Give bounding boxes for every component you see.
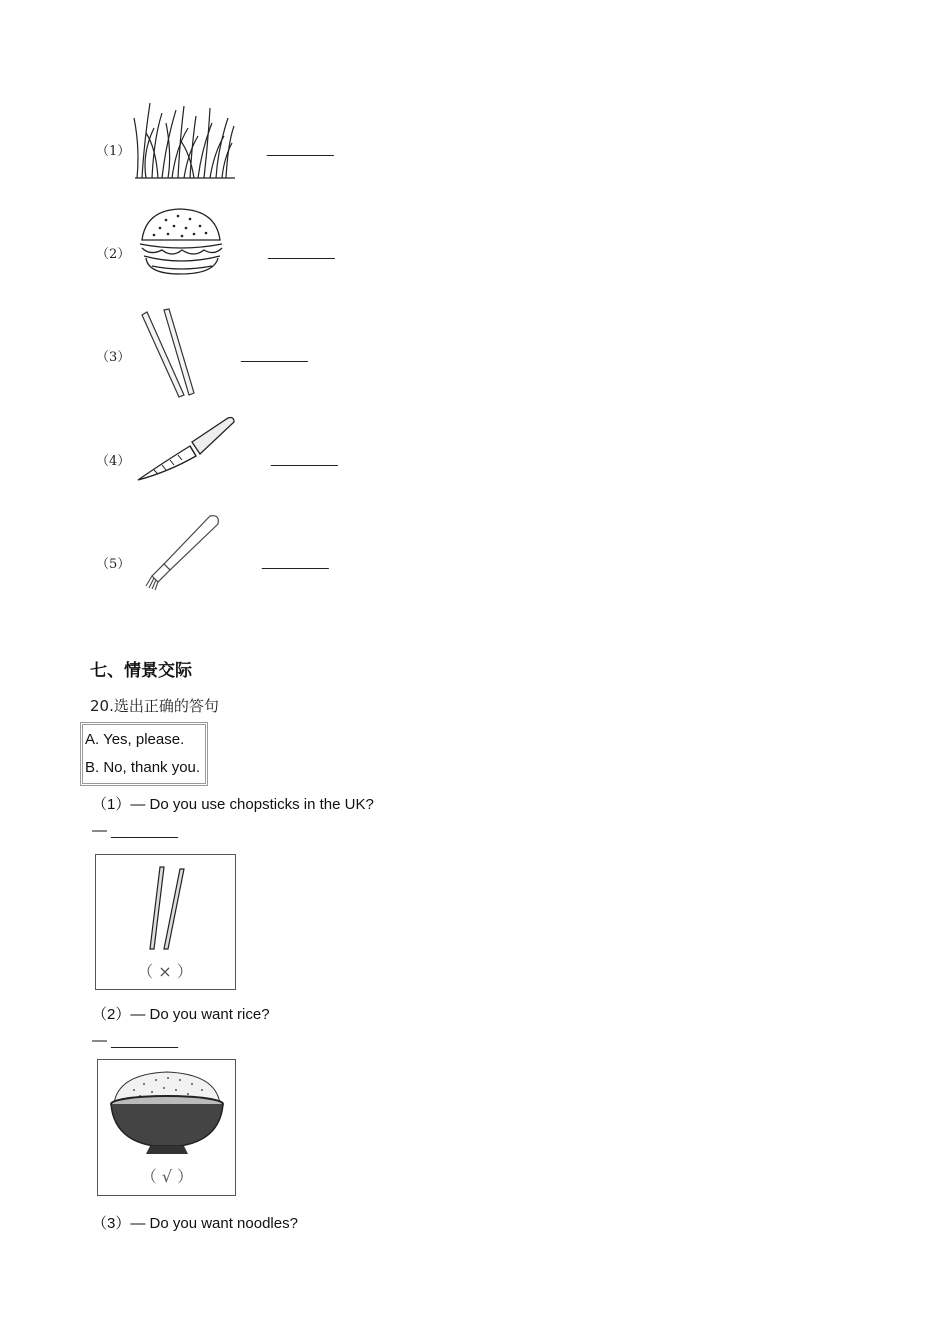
sub-question-2: （2）— Do you want rice? xyxy=(92,1006,270,1023)
item-5-blank[interactable]: ________ xyxy=(262,553,329,570)
sub-question-3: （3）— Do you want noodles? xyxy=(92,1215,298,1232)
item-5-number: （5） xyxy=(96,557,131,572)
sub-answer-2[interactable]: — ________ xyxy=(92,1032,178,1049)
item-2-blank[interactable]: ________ xyxy=(268,243,335,260)
chopsticks-no-card xyxy=(95,854,236,990)
rice-yes-card xyxy=(97,1059,236,1196)
item-2-number: （2） xyxy=(96,247,131,262)
item-1-number: （1） xyxy=(96,144,131,159)
grass-picture xyxy=(132,98,237,180)
item-4-number: （4） xyxy=(96,454,131,469)
item-3-number: （3） xyxy=(96,350,131,365)
option-a: A. Yes, please. xyxy=(85,731,185,748)
options-box xyxy=(80,722,208,786)
chopsticks-picture xyxy=(138,305,200,400)
check-mark: （ √ ） xyxy=(140,1167,194,1186)
item-1-blank[interactable]: ________ xyxy=(267,140,334,157)
sub-question-1: （1）— Do you use chopsticks in the UK? xyxy=(92,796,374,813)
hamburger-picture xyxy=(136,206,226,278)
item-3-blank[interactable]: ________ xyxy=(241,346,308,363)
knife-picture xyxy=(134,412,239,484)
chopsticks-card-icon xyxy=(146,865,194,953)
fork-picture xyxy=(140,512,225,592)
section-title: 七、情景交际 xyxy=(90,661,192,681)
sub-answer-1[interactable]: — ________ xyxy=(92,822,178,839)
option-b: B. No, thank you. xyxy=(85,759,201,776)
item-4-blank[interactable]: ________ xyxy=(271,450,338,467)
question-title: 20.选出正确的答句 xyxy=(90,697,219,715)
cross-mark: （ × ） xyxy=(137,962,193,981)
rice-bowl-icon xyxy=(104,1066,230,1156)
